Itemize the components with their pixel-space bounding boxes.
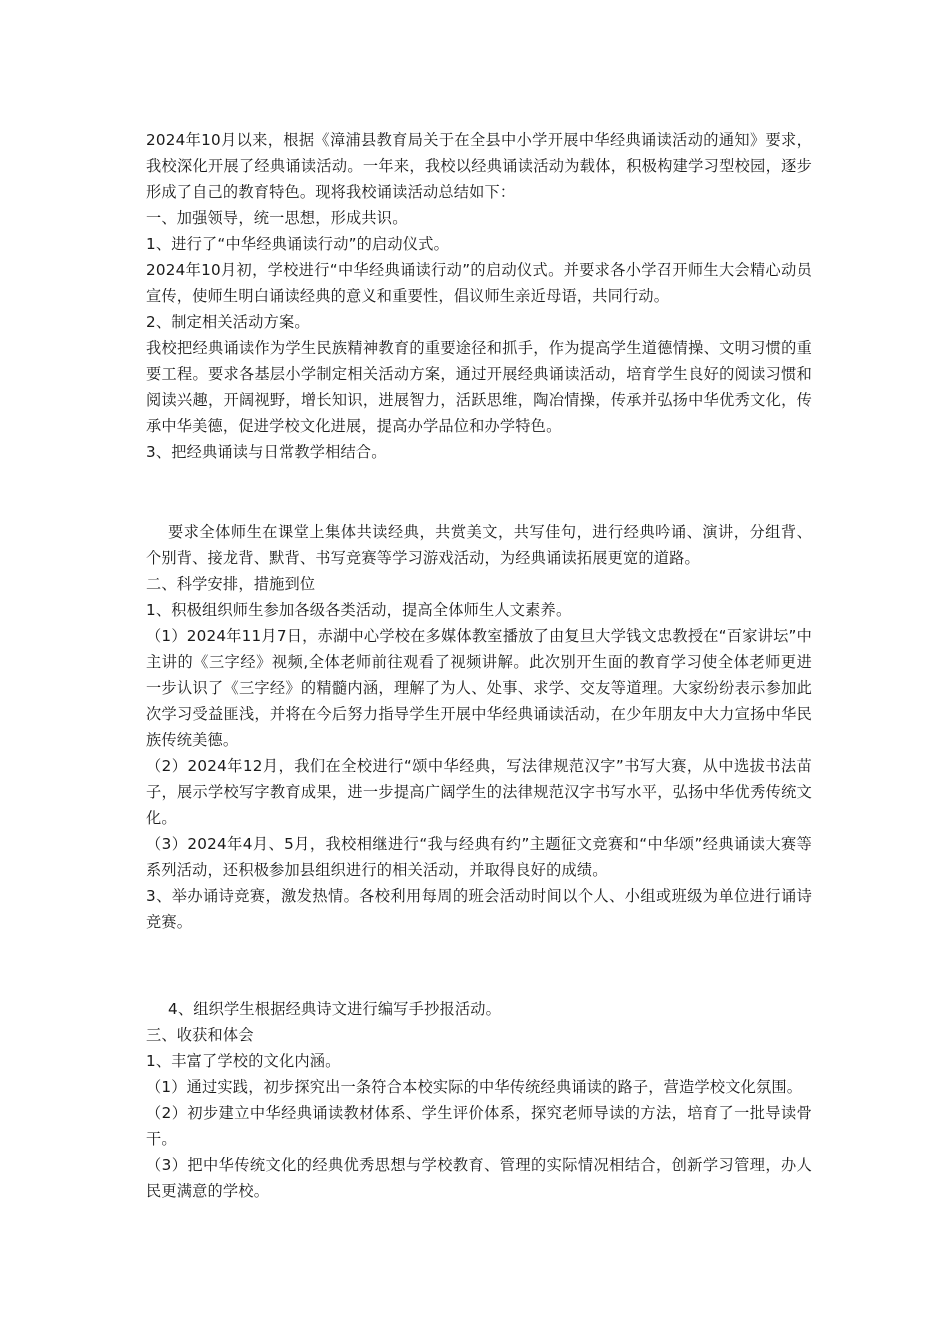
paragraph: （3）把中华传统文化的经典优秀思想与学校教育、管理的实际情况相结合，创新学习管理，办人民更满意的学校。: [146, 1156, 812, 1200]
paragraph: （2）初步建立中华经典诵读教材体系、学生评价体系，探究老师导读的方法，培育了一批导读骨干。: [146, 1104, 812, 1148]
section-heading: 一、加强领导，统一思想，形成共识。: [146, 209, 408, 227]
subsection-heading: 1、积极组织师生参加各级各类活动，提高全体师生人文素养。: [146, 601, 572, 619]
text-block-3: [146, 996, 812, 1204]
paragraph: 3、举办诵诗竞赛，激发热情。各校利用每周的班会活动时间以个人、小组或班级为单位进行诵诗竞赛。: [146, 887, 812, 931]
paragraph: （1）2024年11月7日，赤湖中心学校在多媒体教室播放了由复旦大学钱文忠教授在“百家讲坛”中主讲的《三字经》视频,全体老师前往观看了视频讲解。此次别开生面的教育学习使全体老师更进一步认识了《三字经》的精髓内涵，理解了为人、处事、求学、交友等道理。大家纷纷表示参加此次学习受益匪浅，并将在今后努力指导学生开展中华经典诵读活动，在少年朋友中大力宣扬中华民族传统美德。: [146, 627, 812, 749]
subsection-heading: 4、组织学生根据经典诗文进行编写手抄报活动。: [168, 1000, 502, 1018]
section-heading: 二、科学安排，措施到位: [146, 575, 316, 593]
paragraph: （2）2024年12月，我们在全校进行“颂中华经典，写法律规范汉字”书写大赛，从中选拔书法苗子，展示学校写字教育成果，进一步提高广阔学生的法律规范汉字书写水平，弘扬中华优秀传统文化。: [146, 757, 812, 827]
subsection-heading: 2、制定相关活动方案。: [146, 313, 310, 331]
text-block-1: [146, 127, 812, 465]
paragraph: 2024年10月初，学校进行“中华经典诵读行动”的启动仪式。并要求各小学召开师生大会精心动员宣传，使师生明白诵读经典的意义和重要性，倡议师生亲近母语，共同行动。: [146, 261, 812, 305]
paragraph: 2024年10月以来，根据《漳浦县教育局关于在全县中小学开展中华经典诵读活动的通知》要求，我校深化开展了经典诵读活动。一年来，我校以经典诵读活动为载体，积极构建学习型校园，逐步形成了自己的教育特色。现将我校诵读活动总结如下：: [146, 131, 812, 201]
section-heading: 三、收获和体会: [146, 1026, 254, 1044]
subsection-heading: 1、丰富了学校的文化内涵。: [146, 1052, 341, 1070]
subsection-heading: 3、把经典诵读与日常教学相结合。: [146, 443, 387, 461]
paragraph: （1）通过实践，初步探究出一条符合本校实际的中华传统经典诵读的路子，营造学校文化氛围。: [146, 1078, 803, 1096]
paragraph: 要求全体师生在课堂上集体共读经典，共赏美文，共写佳句，进行经典吟诵、演讲，分组背、个别背、接龙背、默背、书写竞赛等学习游戏活动，为经典诵读拓展更宽的道路。: [146, 523, 812, 567]
paragraph: 我校把经典诵读作为学生民族精神教育的重要途径和抓手，作为提高学生道德情操、文明习惯的重要工程。要求各基层小学制定相关活动方案，通过开展经典诵读活动，培育学生良好的阅读习惯和阅读兴趣，开阔视野，增长知识，进展智力，活跃思维，陶冶情操，传承并弘扬中华优秀文化，传承中华美德，促进学校文化进展，提高办学品位和办学特色。: [146, 339, 812, 435]
subsection-heading: 1、进行了“中华经典诵读行动”的启动仪式。: [146, 235, 449, 253]
paragraph: （3）2024年4月、5月，我校相继进行“我与经典有约”主题征文竞赛和“中华颂”经典诵读大赛等系列活动，还积极参加县组织进行的相关活动，并取得良好的成绩。: [146, 835, 812, 879]
text-block-2: [146, 519, 812, 935]
